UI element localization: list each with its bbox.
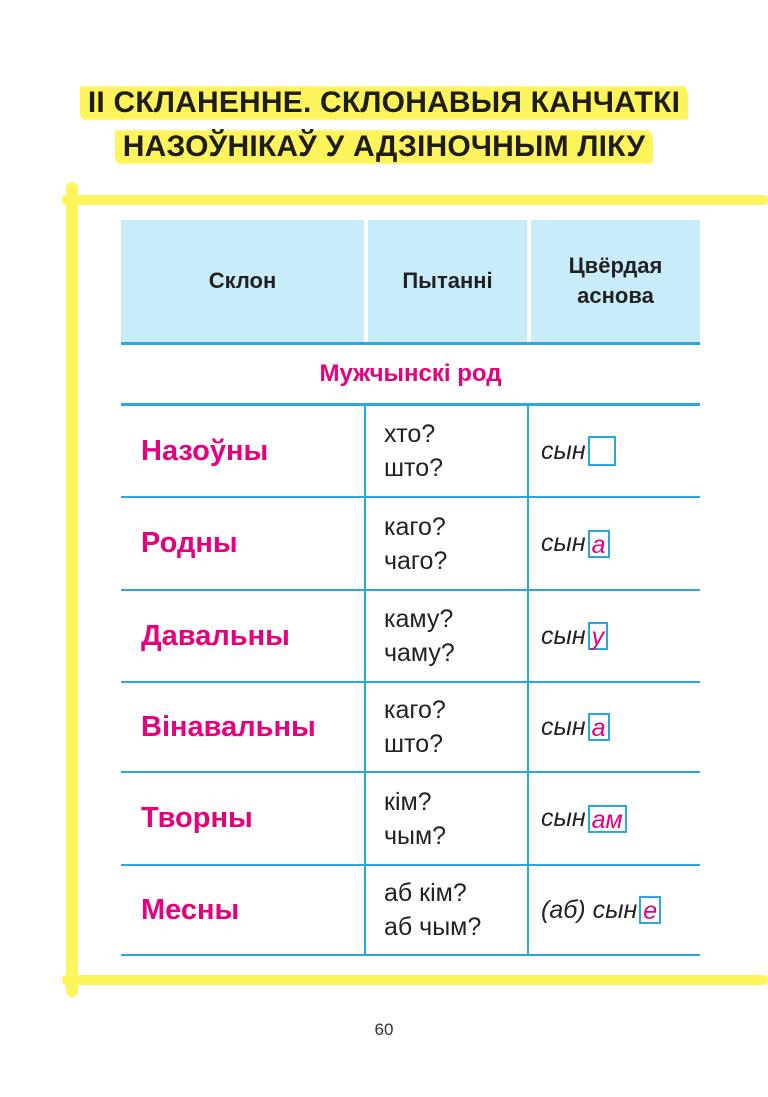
- word-form: [529, 498, 700, 589]
- page-title: [0, 82, 768, 168]
- ending-box: ам: [588, 805, 627, 833]
- case-name: Вінавальны: [121, 683, 366, 771]
- table-row: [121, 683, 700, 773]
- question-1: аб кім?: [384, 879, 467, 907]
- ending-box: а: [588, 713, 610, 741]
- header-stem: [531, 220, 700, 342]
- case-questions: [366, 773, 529, 864]
- word-form: [529, 773, 700, 864]
- word-form: [529, 591, 700, 681]
- table-row: [121, 591, 700, 683]
- frame-left-highlight: [66, 182, 78, 997]
- table-row: [121, 866, 700, 956]
- word-stem: сын: [541, 621, 586, 650]
- title-line-1: II СКЛАНЕННЕ. СКЛОНАВЫЯ КАНЧАТКІ: [80, 82, 688, 124]
- case-name: Творны: [121, 773, 366, 864]
- question-1: каго?: [384, 512, 446, 541]
- gender-label: Мужчынскі род: [121, 345, 700, 406]
- case-questions: [366, 683, 529, 771]
- frame-top-highlight: [62, 195, 768, 205]
- word-form: [529, 406, 700, 496]
- case-name: Родны: [121, 498, 366, 589]
- case-questions: [366, 406, 529, 496]
- word-stem: сын: [541, 804, 586, 832]
- question-2: што?: [384, 730, 444, 758]
- question-2: што?: [384, 454, 444, 482]
- case-questions: [366, 866, 529, 954]
- question-2: чаму?: [384, 639, 455, 667]
- question-1: хто?: [384, 420, 436, 448]
- case-name: Месны: [121, 866, 366, 954]
- table-row: [121, 406, 700, 498]
- word-form: [529, 683, 700, 771]
- word-stem: (аб) сын: [541, 895, 638, 924]
- question-2: чым?: [384, 821, 447, 850]
- title-line-2: НАЗОЎНІКАЎ У АДЗІНОЧНЫМ ЛІКУ: [115, 126, 654, 168]
- page-number: 60: [374, 1020, 394, 1039]
- question-1: кім?: [384, 787, 432, 816]
- ending-box: е: [639, 896, 661, 924]
- ending-box: а: [588, 530, 610, 558]
- table-row: [121, 498, 700, 591]
- word-stem: сын: [541, 712, 586, 741]
- case-questions: [366, 498, 529, 589]
- ending-box: [588, 436, 616, 466]
- word-stem: сын: [541, 436, 586, 465]
- question-1: каму?: [384, 605, 454, 633]
- word-stem: сын: [541, 529, 586, 557]
- ending-box: у: [588, 622, 609, 650]
- header-stem-line-2: аснова: [577, 283, 654, 308]
- case-name: Назоўны: [121, 406, 366, 496]
- header-question: Пытанні: [368, 220, 527, 342]
- header-stem-line-1: Цвёрдая: [568, 253, 663, 278]
- question-1: каго?: [384, 696, 446, 724]
- declension-table: [121, 220, 700, 956]
- frame-bottom-highlight: [62, 975, 768, 985]
- question-2: аб чым?: [384, 913, 482, 941]
- case-questions: [366, 591, 529, 681]
- case-name: Давальны: [121, 591, 366, 681]
- table-header-row: [121, 220, 700, 345]
- question-2: чаго?: [384, 546, 448, 575]
- table-row: [121, 773, 700, 866]
- word-form: [529, 866, 700, 954]
- header-case: Склон: [121, 220, 364, 342]
